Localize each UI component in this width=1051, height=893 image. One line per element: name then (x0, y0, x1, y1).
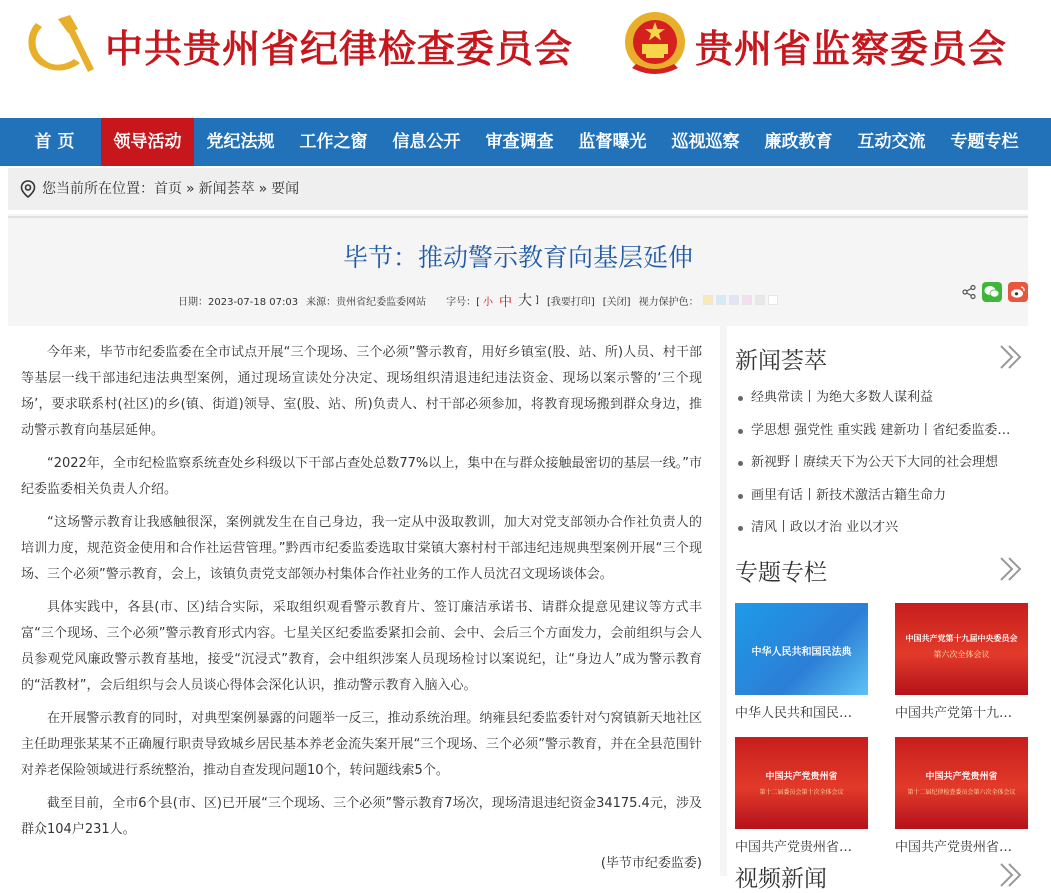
nav-item-home[interactable]: 首 页 (34, 132, 75, 152)
article-paragraph: “2022年，全市纪检监察系统查处乡科级以下干部占查处总数77%以上，集中在与群众接触最密切的基层一线。”市纪委监委相关负责人介绍。 (21, 456, 702, 497)
topic-card[interactable] (895, 737, 1028, 855)
eye-color-swatch[interactable] (703, 295, 713, 305)
topic-card[interactable] (735, 737, 868, 855)
article-paragraph: “这场警示教育让我感触很深，案例就发生在自己身边，我一定从中汲取教训，加大对党支部领办合作社负责人的培训力度，规范资金使用和合作社运营管理。”黔西市纪委监委选取甘棠镇大寨村村干部违纪违规典型案例开展“三个现场、三个必须”警示教育，会上，该镇负责党支部领办村集体合作社业务的工作人员沈召文现场谈体会。 (21, 515, 702, 582)
topic-image-caption: 中国共产党第十九届中央委员会 (905, 634, 1018, 643)
topic-card[interactable] (735, 603, 868, 721)
article-date: 日期：2023-07-18 07:03 (178, 296, 299, 308)
site-title-party: 中共贵州省纪律检查委员会 (105, 26, 574, 71)
breadcrumb-news[interactable]: 新闻荟萃 (198, 181, 255, 197)
topic-label: 中国共产党贵州省… (895, 840, 1013, 855)
eye-color-swatch[interactable] (755, 295, 765, 305)
news-section-title: 新闻荟萃 (735, 348, 827, 374)
national-emblem-icon (620, 8, 690, 80)
topic-image-subcaption: 第十二届纪律检查委员会第六次全体会议 (907, 789, 1016, 796)
font-size-label: 字号：[ (446, 296, 481, 308)
site-title-supervision: 贵州省监察委员会 (695, 26, 1008, 71)
eye-color-swatch[interactable] (729, 295, 739, 305)
topic-image-caption: 中华人民共和国民法典 (751, 647, 852, 658)
nav-item-work-window[interactable]: 工作之窗 (299, 132, 368, 152)
double-chevron-right-icon[interactable] (998, 344, 1024, 370)
article-paragraph: 在开展警示教育的同时，对典型案例暴露的问题举一反三，推动系统治理。纳雍县纪委监委针对勺窝镇新天地社区主任助理张某某不正确履行职责导致城乡居民基本养老金流失案开展“三个现场、三个必须”警示教育，并在全县范围针对养老保险领域进行系统整治，推动自查发现问题10个，转问题线索5个。 (21, 711, 702, 778)
print-link[interactable]: [我要打印] (546, 296, 595, 308)
eye-color-swatches (703, 295, 781, 305)
topics-section-title: 专题专栏 (735, 560, 827, 586)
breadcrumb-headlines[interactable]: 要闻 (271, 181, 300, 197)
hammer-sickle-icon (22, 15, 100, 77)
weibo-icon[interactable] (1008, 282, 1028, 302)
eye-color-swatch[interactable] (716, 295, 726, 305)
eye-color-swatch[interactable] (742, 295, 752, 305)
news-item[interactable]: 清风丨政以才治 业以才兴 (735, 512, 1025, 545)
topic-label: 中华人民共和国民… (735, 706, 853, 721)
news-item[interactable]: 画里有话丨新技术激活古籍生命力 (735, 480, 1025, 513)
font-size-large[interactable]: 大 (518, 293, 533, 309)
nav-item-integrity-education[interactable]: 廉政教育 (764, 132, 833, 152)
nav-item-info-disclosure[interactable]: 信息公开 (392, 132, 461, 152)
news-item[interactable]: 经典常读丨为绝大多数人谋利益 (735, 382, 1025, 415)
article-title: 毕节：推动警示教育向基层延伸 (342, 243, 693, 272)
breadcrumb-prefix: 您当前所在位置： (42, 181, 154, 197)
breadcrumb-separator: » (186, 181, 195, 197)
font-size-medium[interactable]: 中 (499, 294, 513, 310)
topic-label: 中国共产党贵州省… (735, 840, 853, 855)
font-size-close: ] (535, 294, 539, 306)
article-byline: (毕节市纪委监委) (600, 856, 702, 871)
nav-item-exposure[interactable]: 监督曝光 (578, 132, 647, 152)
share-icon[interactable] (962, 285, 976, 299)
topic-image (735, 737, 868, 829)
eye-protect-label: 视力保护色： (638, 296, 699, 308)
nav-item-inspection[interactable]: 巡视巡察 (671, 132, 740, 152)
article-meta (178, 290, 781, 310)
nav-item-interaction[interactable]: 互动交流 (857, 132, 926, 152)
news-item[interactable]: 新视野丨赓续天下为公天下大同的社会理想 (735, 447, 1025, 480)
close-link[interactable]: [关闭] (602, 296, 631, 308)
news-list (735, 382, 1025, 545)
topic-label: 中国共产党第十九… (895, 706, 1013, 721)
article-header (8, 216, 1028, 324)
video-section-title: 视频新闻 (735, 866, 827, 892)
article-paragraph: 截至目前，全市6个县(市、区)已开展“三个现场、三个必须”警示教育7场次，现场清退违纪资金34175.4元，涉及群众104户231人。 (21, 796, 702, 837)
double-chevron-right-icon[interactable] (998, 862, 1024, 888)
topic-image (895, 603, 1028, 695)
news-item[interactable]: 学思想 强党性 重实践 建新功丨省纪委监委… (735, 415, 1025, 448)
main-nav (0, 118, 1051, 166)
topic-image (735, 603, 868, 695)
breadcrumb (8, 168, 1028, 210)
article-body (8, 326, 720, 876)
share-bar (962, 282, 1028, 302)
topic-image-caption: 中国共产党贵州省 (925, 772, 998, 782)
eye-color-swatch[interactable] (768, 295, 778, 305)
article-paragraph: 具体实践中，各县(市、区)结合实际，采取组织观看警示教育片、签订廉洁承诺书、请群众提意见建议等方式丰富“三个现场、三个必须”警示教育形式内容。七星关区纪委监委紧扣会前、会中、会后三个方面发力，会前组织与会人员参观党风廉政警示教育基地，接受“沉浸式”教育，会中组织涉案人员现场检讨以案说纪，让“身边人”成为警示教育的“活教材”，会后组织与会人员谈心得体会深化认识，推动警示教育入脑入心。 (21, 600, 702, 693)
article-paragraph: 今年来，毕节市纪委监委在全市试点开展“三个现场、三个必须”警示教育，用好乡镇室(股、站、所)人员、村干部等基层一线干部违纪违法典型案例，通过现场宣读处分决定、现场组织清退违纪违法资金、现场以案示警的‘三个现场’，要求联系村(社区)的乡(镇、街道)领导、室(股、站、所)负责人、村干部必须参加，将教育现场搬到群众身边，推动警示教育向基层延伸。 (21, 345, 702, 438)
topic-image-subcaption: 第六次全体会议 (933, 650, 990, 659)
nav-item-regulations[interactable]: 党纪法规 (206, 132, 275, 152)
nav-item-special-topics[interactable]: 专题专栏 (950, 132, 1019, 152)
topic-card[interactable] (895, 603, 1028, 721)
topic-image-caption: 中国共产党贵州省 (765, 772, 838, 782)
site-header (0, 0, 1051, 118)
article-source: 来源：贵州省纪委监委网站 (306, 296, 427, 308)
location-pin-icon (20, 180, 36, 198)
wechat-icon[interactable] (982, 282, 1002, 302)
breadcrumb-separator: » (258, 181, 268, 197)
topic-image-subcaption: 第十二届委员会第十次全体会议 (759, 789, 844, 796)
nav-item-investigation[interactable]: 审查调查 (485, 132, 554, 152)
breadcrumb-home[interactable]: 首页 (154, 181, 182, 197)
nav-item-leadership[interactable]: 领导活动 (101, 118, 194, 166)
double-chevron-right-icon[interactable] (998, 556, 1024, 582)
sidebar (727, 326, 1028, 892)
topic-image (895, 737, 1028, 829)
font-size-small[interactable]: 小 (483, 296, 494, 308)
